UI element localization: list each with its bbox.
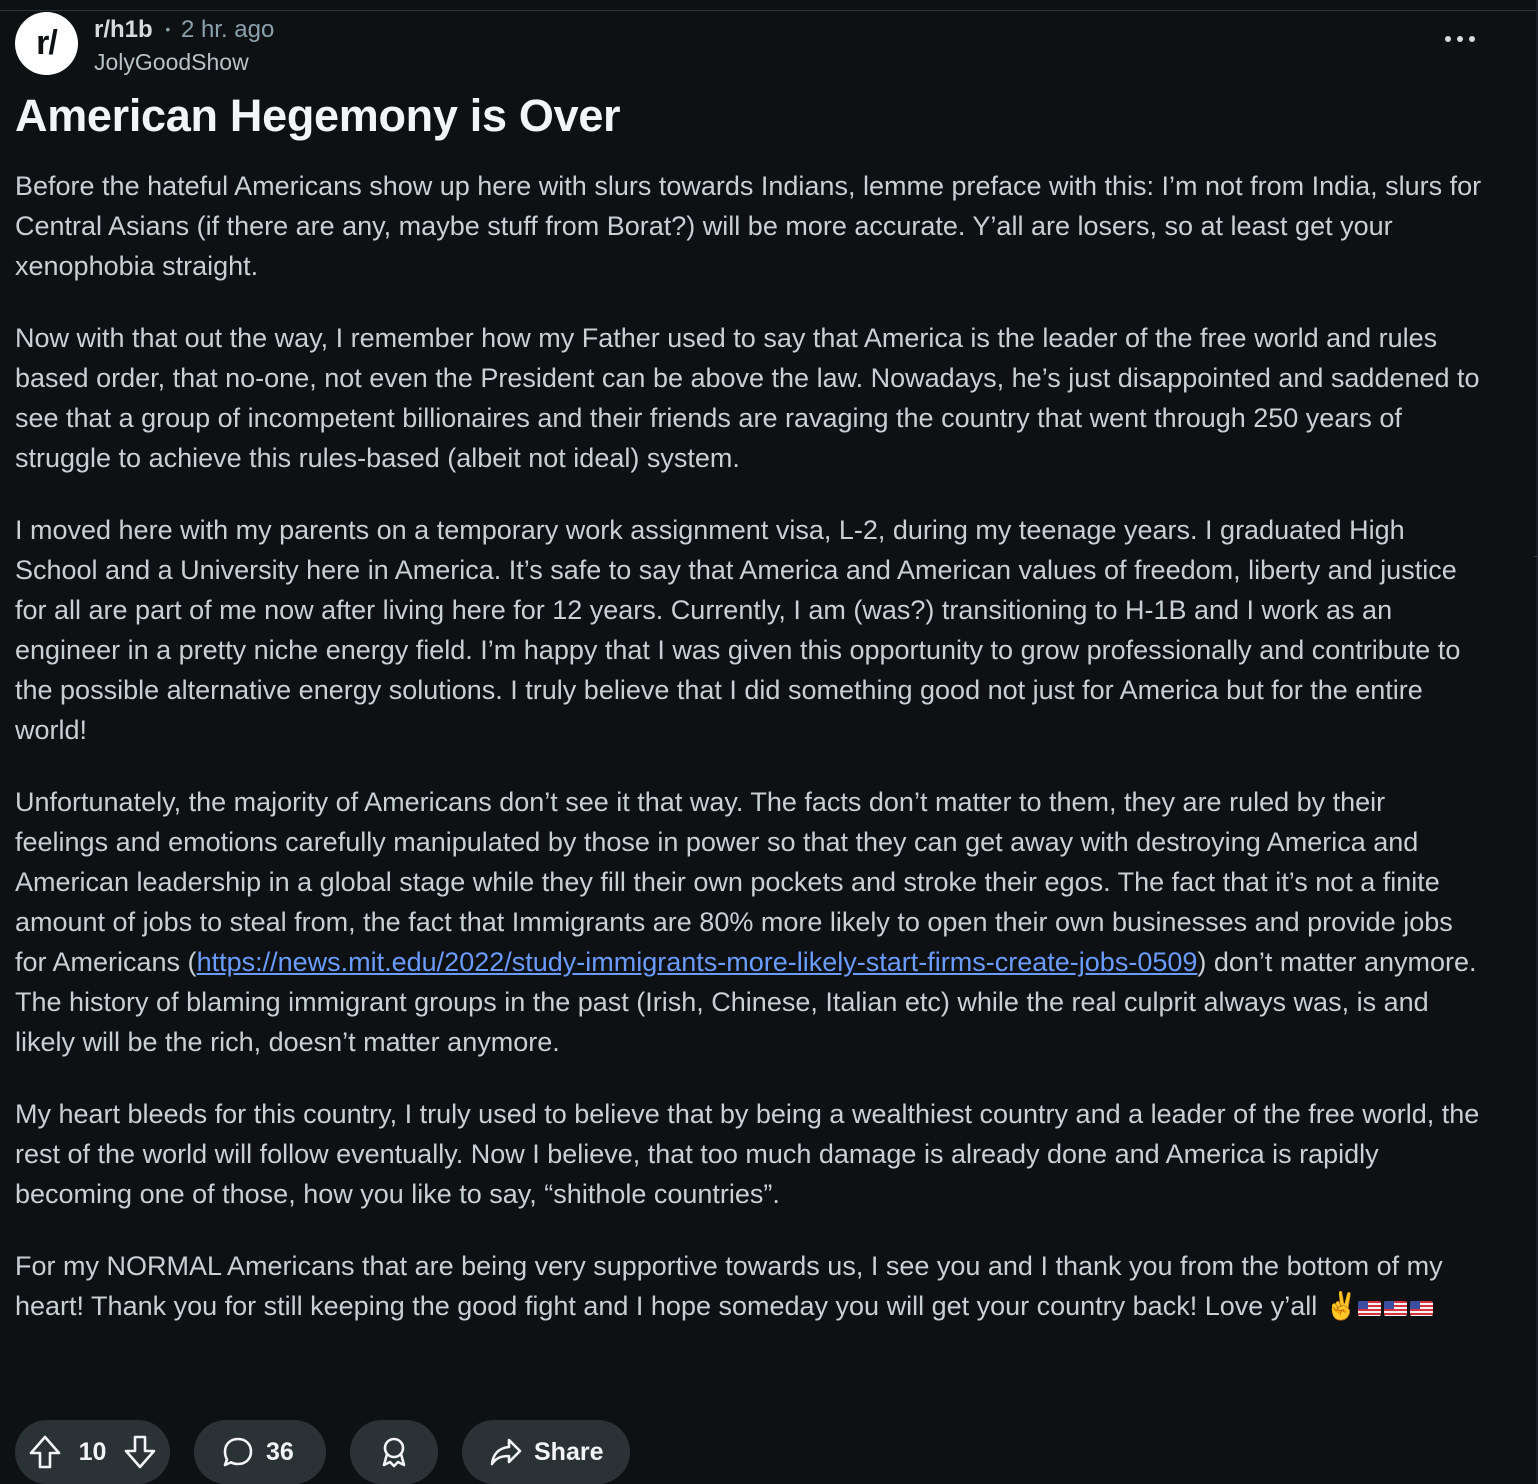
subreddit-link[interactable]: r/h1b: [94, 16, 153, 43]
victory-hand-emoji: ✌️: [1324, 1291, 1359, 1321]
subreddit-avatar-text: r/: [36, 24, 57, 62]
share-icon: [490, 1437, 522, 1467]
post-actions: [15, 1420, 630, 1484]
post-title: American Hegemony is Over: [15, 90, 621, 141]
post-time: 2 hr. ago: [180, 16, 275, 43]
post-paragraph: Before the hateful Americans show up here with slurs towards Indians, lemme preface with this: I’m not from India, slurs for Central Asians (if there are any, maybe stuff from Borat?) will be more accurate. Y’all are losers, so at least get your xenophobia straight.: [15, 171, 1482, 281]
paragraph-text: Unfortunately, the majority of Americans don’t see it that way. The facts don’t matter to them, they are ruled by their feelings and emotions carefully manipulated by those in power so that they can get away with destroying America and American leadership in a global stage while they fill their own pockets and stroke their egos. The fact that it’s not a finite amount of jobs to steal from, the fact that Immigrants are 80% more likely to open their own businesses and provide jobs for Americans (: [15, 787, 1453, 977]
share-label: Share: [534, 1437, 604, 1466]
subreddit-avatar[interactable]: [15, 12, 78, 75]
vote-bar: [15, 1420, 170, 1484]
us-flag-icon: [1410, 1301, 1433, 1316]
downvote-icon[interactable]: [124, 1435, 156, 1469]
post-paragraph: [15, 1246, 1485, 1326]
more-options-icon[interactable]: [1445, 36, 1475, 46]
comment-count: 36: [266, 1437, 294, 1466]
mit-study-link[interactable]: https://news.mit.edu/2022/study-immigrants-more-likely-start-firms-create-jobs-0509: [196, 947, 1198, 977]
post: [15, 12, 1485, 1358]
vote-count: 10: [78, 1437, 107, 1466]
comments-button[interactable]: [194, 1420, 326, 1484]
upvote-icon[interactable]: [29, 1435, 61, 1469]
top-divider: [0, 10, 1538, 11]
author-link[interactable]: JolyGoodShow: [94, 49, 249, 75]
post-paragraph: My heart bleeds for this country, I truly used to believe that by being a wealthiest country and a leader of the free world, the rest of the world will follow eventually. Now I believe, that too much damage is already done and America is rapidly becoming one of those, how you like to say, “shithole countries”.: [15, 1099, 1480, 1209]
paragraph-text: ) don’t matter anymore. The history of blaming immigrant groups in the past (Irish, Chinese, Italian etc) while the real culprit always was, is and likely will be the rich, doesn’t matter anymore.: [15, 947, 1477, 1057]
post-body: [15, 166, 1485, 1326]
post-paragraph: I moved here with my parents on a temporary work assignment visa, L-2, during my teenage years. I graduated High School and a University here in America. It’s safe to say that America and American values of freedom, liberty and justice for all are part of me now after living here for 12 years. Currently, I am (was?) transitioning to H-1B and I work as an engineer in a pretty niche energy field. I’m happy that I was given this opportunity to grow professionally and contribute to the possible alternative energy solutions. I truly believe that I did something good not just for America but for the entire world!: [15, 515, 1461, 745]
share-button[interactable]: [462, 1420, 630, 1484]
scrollbar-mark: [1534, 556, 1538, 557]
comment-icon: [222, 1436, 254, 1468]
paragraph-text: For my NORMAL Americans that are being very supportive towards us, I see you and I thank you from the bottom of my heart! Thank you for still keeping the good fight and I hope someday you will get your country back! Love y’all: [15, 1251, 1443, 1321]
us-flag-icon: [1384, 1301, 1407, 1316]
post-header: [15, 12, 1485, 82]
post-paragraph: [15, 782, 1485, 1062]
meta-separator: •: [165, 21, 171, 37]
award-button[interactable]: [350, 1420, 438, 1484]
award-icon: [379, 1436, 409, 1468]
post-meta: [94, 14, 274, 77]
us-flag-icon: [1358, 1301, 1381, 1316]
post-paragraph: Now with that out the way, I remember how my Father used to say that America is the leader of the free world and rules based order, that no-one, not even the President can be above the law. Nowadays, he’s just disappointed and saddened to see that a group of incompetent billionaires and their friends are ravaging the country that went through 250 years of struggle to achieve this rules-based (albeit not ideal) system.: [15, 323, 1480, 473]
